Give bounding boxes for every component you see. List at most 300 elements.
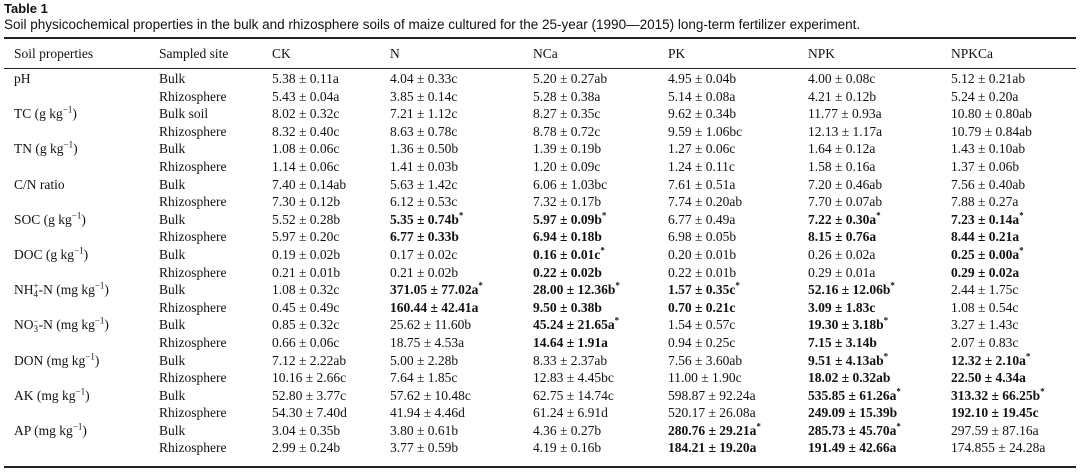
- cell-value: 1.54 ± 0.57c: [668, 317, 736, 333]
- cell-value: 10.79 ± 0.84ab: [951, 123, 1032, 139]
- cell-value: 1.08 ± 0.32c: [272, 282, 340, 298]
- cell-value: 313.32 ± 66.25b: [951, 387, 1041, 403]
- cell-sampled-site: Bulk soil: [159, 106, 209, 122]
- ion-charge: +: [33, 281, 39, 292]
- cell-soil-property: [14, 211, 159, 229]
- cell-npk: [808, 88, 951, 106]
- cell-npk: [808, 105, 951, 123]
- cell-pk: [668, 334, 808, 352]
- cell-value: 7.32 ± 0.17b: [533, 194, 602, 210]
- cell-value: 5.38 ± 0.11a: [272, 71, 339, 86]
- cell-nca: [533, 439, 668, 457]
- cell-ck: [272, 404, 390, 422]
- cell-value: 3.77 ± 0.59b: [390, 440, 459, 456]
- cell-value: 7.23 ± 0.14a: [951, 211, 1020, 227]
- cell-value: 7.12 ± 2.22ab: [272, 352, 347, 368]
- table-caption: Soil physicochemical properties in the bulk and rhizosphere soils of maize cultured for the 25-year (1990—2015) long-term fertilizer experiment.: [4, 17, 861, 32]
- cell-value: 6.94 ± 0.18b: [533, 229, 602, 245]
- cell-sampled-site: Rhizosphere: [159, 229, 227, 245]
- cell-value: 174.855 ± 24.28a: [951, 440, 1046, 456]
- cell-npk: [808, 299, 951, 317]
- cell-value: 0.16 ± 0.01c: [533, 246, 601, 262]
- cell-value: 0.45 ± 0.49c: [272, 299, 340, 315]
- cell-sampled-site: Rhizosphere: [159, 264, 227, 280]
- cell-npkca: [951, 211, 1074, 229]
- cell-ck: [272, 123, 390, 141]
- cell-value: 8.27 ± 0.35c: [533, 106, 601, 122]
- cell-value: 0.21 ± 0.02b: [390, 264, 459, 280]
- cell-pk: [668, 299, 808, 317]
- table-row: [14, 158, 1074, 176]
- cell-sampled-site: Rhizosphere: [159, 158, 227, 174]
- cell-value: 0.85 ± 0.32c: [272, 317, 340, 333]
- significance-marker: *: [1040, 386, 1045, 397]
- cell-value: 160.44 ± 42.41a: [390, 299, 479, 315]
- cell-npk: [808, 193, 951, 211]
- cell-value: 1.39 ± 0.19b: [533, 141, 602, 157]
- cell-value: 11.00 ± 1.90c: [668, 370, 742, 386]
- cell-value: 9.59 ± 1.06bc: [668, 123, 743, 139]
- cell-ck: [272, 369, 390, 387]
- cell-npk: [808, 334, 951, 352]
- cell-nca: [533, 316, 668, 334]
- cell-n: [390, 211, 533, 229]
- cell-pk: [668, 422, 808, 440]
- cell-value: 1.08 ± 0.54c: [951, 299, 1019, 315]
- cell-value: 8.15 ± 0.76a: [808, 229, 877, 245]
- cell-ck: [272, 140, 390, 158]
- cell-value: 0.70 ± 0.21c: [668, 299, 736, 315]
- cell-npk: [808, 404, 951, 422]
- cell-value: 18.02 ± 0.32ab: [808, 370, 891, 386]
- cell-pk: [668, 246, 808, 264]
- cell-n: [390, 105, 533, 123]
- unit-close: ): [85, 387, 90, 403]
- cell-ck: [272, 281, 390, 299]
- cell-value: 3.80 ± 0.61b: [390, 422, 459, 438]
- cell-npkca: [951, 404, 1074, 422]
- cell-value: 7.15 ± 3.14b: [808, 334, 877, 350]
- cell-value: 1.36 ± 0.50b: [390, 141, 459, 157]
- cell-nca: [533, 105, 668, 123]
- cell-npk: [808, 422, 951, 440]
- cell-nca: [533, 264, 668, 282]
- cell-ck: [272, 158, 390, 176]
- cell-value: 7.64 ± 1.85c: [390, 370, 458, 386]
- cell-value: 5.35 ± 0.74b: [390, 211, 459, 227]
- cell-value: 0.21 ± 0.01b: [272, 264, 341, 280]
- cell-npk: [808, 140, 951, 158]
- cell-npkca: [951, 105, 1074, 123]
- cell-npk: [808, 281, 951, 299]
- cell-nca: [533, 422, 668, 440]
- cell-value: 0.29 ± 0.01a: [808, 264, 876, 280]
- cell-soil-property: [14, 105, 159, 123]
- cell-pk: [668, 88, 808, 106]
- significance-marker: *: [614, 315, 620, 326]
- cell-nca: [533, 123, 668, 141]
- cell-n: [390, 193, 533, 211]
- cell-pk: [668, 176, 808, 194]
- unit-close: ): [104, 317, 109, 333]
- ion-charge: −: [33, 316, 39, 327]
- cell-n: [390, 123, 533, 141]
- cell-value: 5.12 ± 0.21ab: [951, 71, 1026, 86]
- cell-soil-property: [14, 228, 159, 246]
- cell-value: 8.33 ± 2.37ab: [533, 352, 608, 368]
- cell-ck: [272, 334, 390, 352]
- cell-pk: [668, 387, 808, 405]
- significance-marker: *: [876, 210, 881, 221]
- cell-value: 3.85 ± 0.14c: [390, 88, 458, 104]
- table-row: [14, 228, 1074, 246]
- cell-value: 1.14 ± 0.06c: [272, 158, 340, 174]
- cell-npkca: [951, 299, 1074, 317]
- cell-value: 0.29 ± 0.02a: [951, 264, 1020, 280]
- cell-sampled-site: Bulk: [159, 211, 186, 227]
- table-row: [14, 404, 1074, 422]
- cell-value: 0.20 ± 0.01b: [668, 246, 737, 262]
- significance-marker: *: [1025, 351, 1031, 361]
- cell-n: [390, 228, 533, 246]
- cell-pk: [668, 264, 808, 282]
- cell-n: [390, 352, 533, 370]
- cell-npk: [808, 228, 951, 246]
- cell-pk: [668, 140, 808, 158]
- cell-npk: [808, 264, 951, 282]
- cell-pk: [668, 439, 808, 457]
- cell-nca: [533, 176, 668, 194]
- cell-n: [390, 246, 533, 264]
- header-row: [14, 40, 1074, 68]
- cell-value: 57.62 ± 10.48c: [390, 387, 471, 403]
- cell-pk: [668, 68, 808, 88]
- significance-marker: *: [896, 421, 901, 432]
- cell-value: 285.73 ± 45.70a: [808, 422, 897, 438]
- cell-soil-property: [14, 140, 159, 158]
- cell-soil-property: [14, 352, 159, 370]
- cell-pk: [668, 369, 808, 387]
- unit-exponent: −1: [85, 351, 95, 361]
- table-row: [14, 316, 1074, 334]
- cell-value: 5.20 ± 0.27ab: [533, 71, 608, 86]
- cell-value: 5.14 ± 0.08a: [668, 88, 736, 104]
- cell-n: [390, 387, 533, 405]
- cell-sampled-site: Rhizosphere: [159, 299, 227, 315]
- cell-value: 8.32 ± 0.40c: [272, 123, 340, 139]
- cell-pk: [668, 352, 808, 370]
- cell-npkca: [951, 228, 1074, 246]
- cell-value: 2.07 ± 0.83c: [951, 334, 1019, 350]
- cell-ck: [272, 228, 390, 246]
- cell-npk: [808, 439, 951, 457]
- cell-npk: [808, 68, 951, 88]
- cell-pk: [668, 316, 808, 334]
- cell-value: 52.80 ± 3.77c: [272, 387, 347, 403]
- header-ck: CK: [272, 46, 291, 61]
- table-row: [14, 105, 1074, 123]
- header-pk: PK: [668, 46, 686, 61]
- cell-value: 7.30 ± 0.12b: [272, 194, 341, 210]
- cell-value: 1.43 ± 0.10ab: [951, 141, 1026, 157]
- cell-value: 54.30 ± 7.40d: [272, 405, 347, 421]
- cell-value: 5.97 ± 0.20c: [272, 229, 340, 245]
- table-row: [14, 123, 1074, 141]
- cell-value: 12.83 ± 4.45bc: [533, 370, 614, 386]
- cell-value: 371.05 ± 77.02a: [390, 282, 479, 298]
- unit-close: ): [83, 246, 89, 262]
- cell-soil-property: [14, 316, 159, 334]
- cell-npkca: [951, 246, 1074, 264]
- cell-value: 280.76 ± 29.21a: [668, 422, 757, 438]
- cell-pk: [668, 404, 808, 422]
- cell-value: 6.98 ± 0.05b: [668, 229, 737, 245]
- cell-value: 28.00 ± 12.36b: [533, 282, 616, 298]
- cell-n: [390, 422, 533, 440]
- cell-value: 8.63 ± 0.78c: [390, 123, 458, 139]
- table-label: Table 1: [4, 1, 48, 16]
- significance-marker: *: [735, 280, 740, 291]
- cell-pk: [668, 158, 808, 176]
- cell-value: 598.87 ± 92.24a: [668, 387, 756, 403]
- unit-exponent: −1: [71, 210, 82, 221]
- cell-value: 1.24 ± 0.11c: [668, 158, 735, 174]
- cell-soil-property: [14, 439, 159, 457]
- cell-value: 10.80 ± 0.80ab: [951, 106, 1032, 122]
- unit-exponent: −1: [62, 104, 73, 115]
- cell-soil-property: [14, 88, 159, 106]
- significance-marker: *: [478, 280, 483, 291]
- cell-value: 5.28 ± 0.38a: [533, 88, 601, 104]
- significance-marker: *: [1019, 210, 1024, 221]
- cell-value: 7.40 ± 0.14ab: [272, 176, 347, 192]
- cell-sampled-site: Bulk: [159, 422, 186, 438]
- property-name: C/N ratio: [14, 176, 65, 192]
- table-body: [14, 68, 1074, 457]
- cell-ck: [272, 264, 390, 282]
- table-row: [14, 211, 1074, 229]
- table-row: [14, 140, 1074, 158]
- cell-sampled-site: Bulk: [159, 71, 186, 86]
- table-row: [14, 193, 1074, 211]
- cell-soil-property: [14, 334, 159, 352]
- significance-marker: *: [601, 210, 607, 221]
- cell-value: 1.41 ± 0.03b: [390, 158, 459, 174]
- cell-value: 9.50 ± 0.38b: [533, 299, 602, 315]
- data-table: [14, 40, 1074, 457]
- cell-sampled-site: Rhizosphere: [159, 123, 227, 139]
- cell-npkca: [951, 352, 1074, 370]
- cell-value: 3.04 ± 0.35b: [272, 422, 341, 438]
- cell-value: 249.09 ± 15.39b: [808, 405, 898, 421]
- cell-value: 7.56 ± 0.40ab: [951, 176, 1026, 192]
- cell-soil-property: [14, 404, 159, 422]
- cell-value: 535.85 ± 61.26a: [808, 387, 897, 403]
- table-row: [14, 299, 1074, 317]
- cell-ck: [272, 422, 390, 440]
- cell-sampled-site: Rhizosphere: [159, 405, 227, 421]
- cell-value: 3.09 ± 1.83c: [808, 299, 876, 315]
- cell-value: 520.17 ± 26.08a: [668, 405, 756, 421]
- cell-value: 0.22 ± 0.01b: [668, 264, 737, 280]
- table-row: [14, 422, 1074, 440]
- table-row: [14, 439, 1074, 457]
- cell-value: 12.32 ± 2.10a: [951, 352, 1026, 368]
- cell-value: 7.22 ± 0.30a: [808, 211, 877, 227]
- cell-value: 19.30 ± 3.18b: [808, 317, 884, 333]
- property-name-cont: -N (mg kg: [38, 282, 95, 298]
- table-row: [14, 176, 1074, 194]
- cell-ck: [272, 68, 390, 88]
- cell-npk: [808, 246, 951, 264]
- table-row: [14, 246, 1074, 264]
- cell-npkca: [951, 281, 1074, 299]
- cell-npkca: [951, 439, 1074, 457]
- header-n: N: [390, 46, 400, 61]
- cell-npk: [808, 123, 951, 141]
- cell-value: 8.78 ± 0.72c: [533, 123, 601, 139]
- cell-value: 7.74 ± 0.20ab: [668, 194, 743, 210]
- cell-nca: [533, 352, 668, 370]
- cell-value: 14.64 ± 1.91a: [533, 334, 608, 350]
- cell-n: [390, 299, 533, 317]
- cell-value: 0.25 ± 0.00a: [951, 246, 1020, 262]
- table-row: [14, 88, 1074, 106]
- cell-npkca: [951, 123, 1074, 141]
- cell-npk: [808, 369, 951, 387]
- table-row: [14, 264, 1074, 282]
- cell-value: 0.22 ± 0.02b: [533, 264, 602, 280]
- cell-value: 4.00 ± 0.08c: [808, 71, 876, 86]
- cell-value: 1.57 ± 0.35c: [668, 282, 736, 298]
- cell-pk: [668, 281, 808, 299]
- cell-sampled-site: Rhizosphere: [159, 440, 227, 456]
- cell-sampled-site: Bulk: [159, 246, 186, 262]
- table-row: [14, 334, 1074, 352]
- cell-value: 5.97 ± 0.09b: [533, 211, 602, 227]
- cell-npkca: [951, 316, 1074, 334]
- significance-marker: *: [600, 245, 605, 256]
- cell-value: 1.20 ± 0.09c: [533, 158, 601, 174]
- cell-soil-property: [14, 193, 159, 211]
- cell-value: 2.44 ± 1.75c: [951, 282, 1019, 298]
- significance-marker: *: [615, 280, 620, 291]
- cell-ck: [272, 246, 390, 264]
- cell-value: 4.19 ± 0.16b: [533, 440, 602, 456]
- cell-value: 0.94 ± 0.25c: [668, 334, 736, 350]
- cell-value: 4.21 ± 0.12b: [808, 88, 877, 104]
- cell-value: 2.99 ± 0.24b: [272, 440, 341, 456]
- cell-value: 0.66 ± 0.06c: [272, 334, 340, 350]
- cell-npkca: [951, 387, 1074, 405]
- cell-ck: [272, 88, 390, 106]
- table-row: [14, 387, 1074, 405]
- cell-nca: [533, 404, 668, 422]
- cell-value: 4.95 ± 0.04b: [668, 71, 737, 86]
- cell-n: [390, 439, 533, 457]
- cell-sampled-site: Bulk: [159, 176, 186, 192]
- cell-sampled-site: Rhizosphere: [159, 334, 227, 350]
- property-name-cont: -N (mg kg: [38, 317, 95, 333]
- top-rule: [4, 37, 1076, 39]
- property-name: TN (g kg: [14, 141, 64, 157]
- cell-n: [390, 68, 533, 88]
- unit-exponent: −1: [74, 245, 84, 256]
- cell-nca: [533, 140, 668, 158]
- unit-close: ): [72, 106, 77, 122]
- unit-close: ): [81, 211, 86, 227]
- cell-value: 45.24 ± 21.65a: [533, 317, 615, 333]
- cell-value: 1.08 ± 0.06c: [272, 141, 340, 157]
- cell-nca: [533, 211, 668, 229]
- cell-sampled-site: Rhizosphere: [159, 194, 227, 210]
- cell-n: [390, 140, 533, 158]
- cell-npk: [808, 387, 951, 405]
- cell-value: 41.94 ± 4.46d: [390, 405, 465, 421]
- cell-ck: [272, 211, 390, 229]
- property-name: SOC (g kg: [14, 211, 72, 227]
- cell-value: 6.77 ± 0.49a: [668, 211, 736, 227]
- significance-marker: *: [756, 421, 761, 432]
- cell-soil-property: [14, 369, 159, 387]
- cell-npk: [808, 176, 951, 194]
- cell-sampled-site: Bulk: [159, 141, 186, 157]
- cell-soil-property: [14, 281, 159, 299]
- significance-marker: *: [890, 280, 895, 291]
- cell-n: [390, 316, 533, 334]
- cell-pk: [668, 105, 808, 123]
- cell-value: 12.13 ± 1.17a: [808, 123, 883, 139]
- cell-soil-property: [14, 176, 159, 194]
- cell-value: 191.49 ± 42.66a: [808, 440, 897, 456]
- cell-value: 11.77 ± 0.93a: [808, 106, 882, 122]
- cell-soil-property: [14, 246, 159, 264]
- cell-value: 6.12 ± 0.53c: [390, 194, 458, 210]
- cell-nca: [533, 299, 668, 317]
- cell-value: 7.70 ± 0.07ab: [808, 194, 883, 210]
- cell-npkca: [951, 176, 1074, 194]
- property-name: AP (mg kg: [14, 422, 73, 438]
- header-nca: NCa: [533, 46, 558, 61]
- cell-npk: [808, 211, 951, 229]
- cell-value: 7.88 ± 0.27a: [951, 194, 1019, 210]
- table-row: [14, 281, 1074, 299]
- cell-value: 7.20 ± 0.46ab: [808, 176, 883, 192]
- table-row: [14, 68, 1074, 88]
- cell-n: [390, 158, 533, 176]
- cell-nca: [533, 334, 668, 352]
- cell-nca: [533, 387, 668, 405]
- cell-ck: [272, 387, 390, 405]
- cell-value: 7.61 ± 0.51a: [668, 176, 736, 192]
- cell-sampled-site: Rhizosphere: [159, 88, 227, 104]
- cell-nca: [533, 369, 668, 387]
- cell-n: [390, 88, 533, 106]
- cell-value: 9.62 ± 0.34b: [668, 106, 737, 122]
- cell-value: 297.59 ± 87.16a: [951, 422, 1039, 438]
- cell-value: 0.17 ± 0.02c: [390, 246, 458, 262]
- unit-close: ): [73, 141, 78, 157]
- cell-npkca: [951, 193, 1074, 211]
- cell-nca: [533, 193, 668, 211]
- cell-n: [390, 369, 533, 387]
- cell-soil-property: [14, 123, 159, 141]
- cell-n: [390, 281, 533, 299]
- property-name: NO: [14, 317, 34, 333]
- cell-value: 5.43 ± 0.04a: [272, 88, 340, 104]
- cell-value: 0.26 ± 0.02a: [808, 246, 876, 262]
- cell-value: 9.51 ± 4.13ab: [808, 352, 884, 368]
